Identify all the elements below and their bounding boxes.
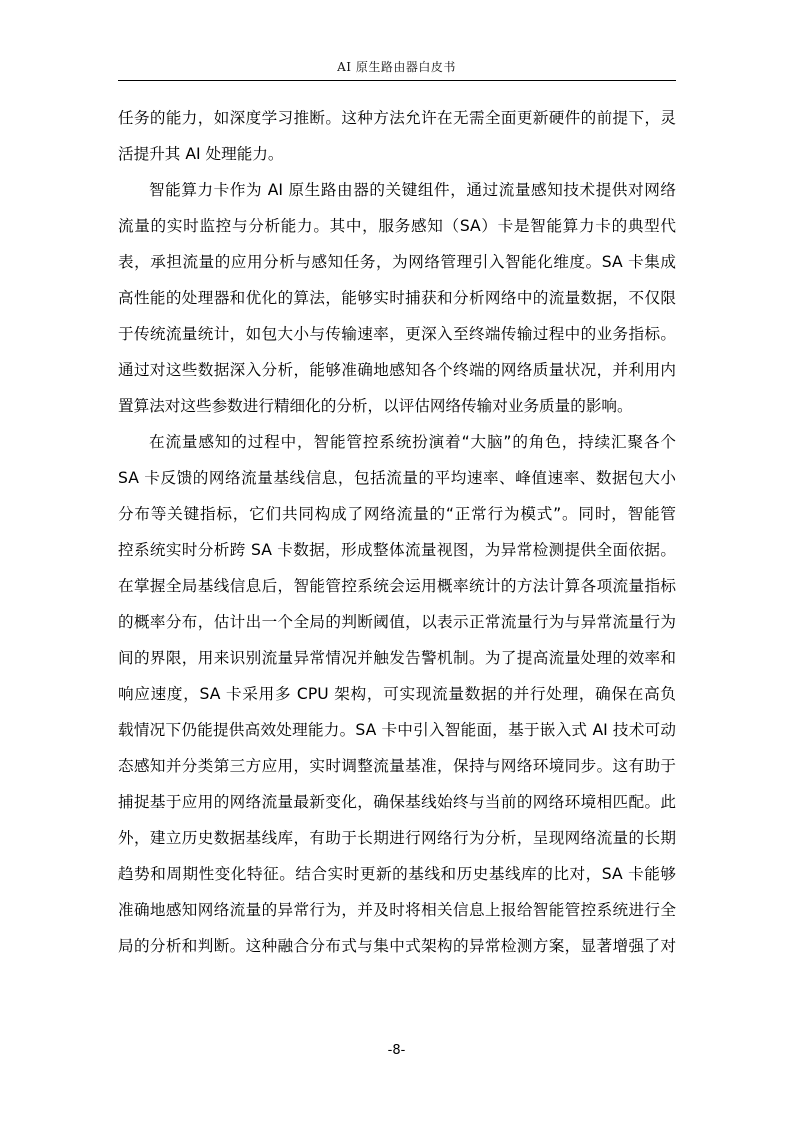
- text-line: 流量的实时监控与分析能力。其中，服务感知（SA）卡是智能算力卡的典型代: [118, 217, 676, 235]
- body-text: [118, 100, 678, 964]
- text-line: 高性能的处理器和优化的算法，能够实时捕获和分析网络中的流量数据，不仅限: [118, 289, 676, 307]
- text-line: 响应速度，SA 卡采用多 CPU 架构，可实现流量数据的并行处理，确保在高负: [118, 685, 676, 703]
- text-line: 通过对这些数据深入分析，能够准确地感知各个终端的网络质量状况，并利用内: [118, 361, 676, 379]
- header-divider: [118, 80, 676, 81]
- text-line: 在掌握全局基线信息后，智能管控系统会运用概率统计的方法计算各项流量指标: [118, 577, 676, 595]
- text-line: 智能算力卡作为 AI 原生路由器的关键组件，通过流量感知技术提供对网络: [149, 181, 676, 199]
- text-line: 态感知并分类第三方应用，实时调整流量基准，保持与网络环境同步。这有助于: [118, 757, 676, 775]
- paragraph-3: [118, 424, 678, 964]
- text-line: 分布等关键指标，它们共同构成了网络流量的“正常行为模式”。同时，智能管: [118, 505, 676, 523]
- text-line: SA 卡反馈的网络流量基线信息，包括流量的平均速率、峰值速率、数据包大小: [118, 469, 676, 487]
- paragraph-1: [118, 100, 678, 172]
- text-line: 表，承担流量的应用分析与感知任务，为网络管理引入智能化维度。SA 卡集成: [118, 253, 676, 271]
- text-line: 于传统流量统计，如包大小与传输速率，更深入至终端传输过程中的业务指标。: [118, 325, 676, 343]
- text-line: 趋势和周期性变化特征。结合实时更新的基线和历史基线库的比对，SA 卡能够: [118, 865, 676, 883]
- running-header-title: AI 原生路由器白皮书: [337, 60, 456, 74]
- text-line: 外，建立历史数据基线库，有助于长期进行网络行为分析，呈现网络流量的长期: [118, 829, 676, 847]
- text-line: 捕捉基于应用的网络流量最新变化，确保基线始终与当前的网络环境相匹配。此: [118, 793, 676, 811]
- text-line: 的概率分布，估计出一个全局的判断阈值，以表示正常流量行为与异常流量行为: [118, 613, 676, 631]
- text-line: 在流量感知的过程中，智能管控系统扮演着“大脑”的角色，持续汇聚各个: [149, 433, 676, 451]
- text-line: 间的界限，用来识别流量异常情况并触发告警机制。为了提高流量处理的效率和: [118, 649, 676, 667]
- text-line: 任务的能力，如深度学习推断。这种方法允许在无需全面更新硬件的前提下，灵: [118, 109, 676, 127]
- page-number: -8-: [387, 1043, 406, 1058]
- text-line: 控系统实时分析跨 SA 卡数据，形成整体流量视图，为异常检测提供全面依据。: [118, 541, 676, 559]
- text-line: 活提升其 AI 处理能力。: [118, 145, 284, 163]
- text-line: 准确地感知网络流量的异常行为，并及时将相关信息上报给智能管控系统进行全: [118, 901, 676, 919]
- paragraph-2: [118, 172, 678, 424]
- text-line: 载情况下仍能提供高效处理能力。SA 卡中引入智能面，基于嵌入式 AI 技术可动: [118, 721, 676, 739]
- text-line: 置算法对这些参数进行精细化的分析，以评估网络传输对业务质量的影响。: [118, 397, 633, 415]
- text-line: 局的分析和判断。这种融合分布式与集中式架构的异常检测方案，显著增强了对: [118, 937, 676, 955]
